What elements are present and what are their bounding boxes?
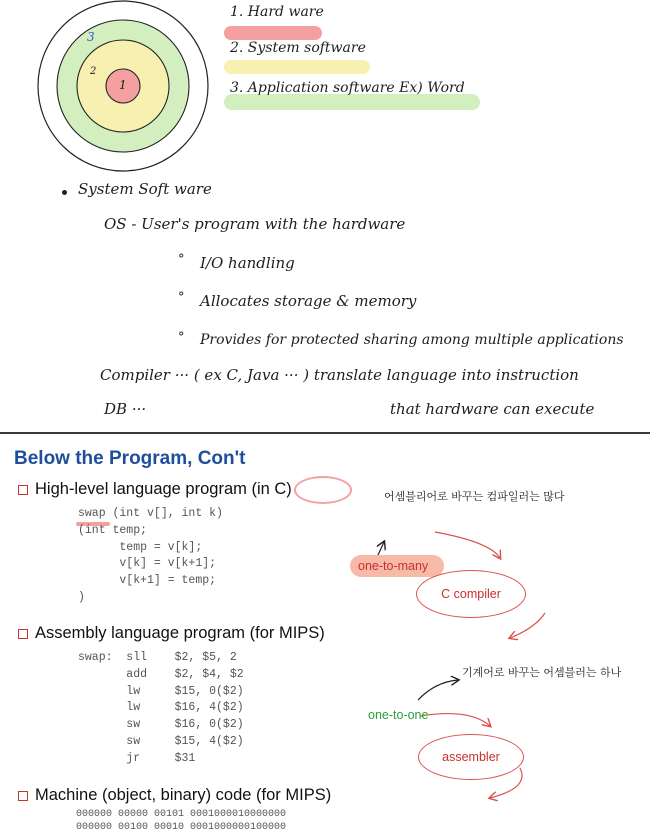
section-divider (0, 432, 650, 434)
highlight-hardware (224, 26, 322, 40)
note-compiler-line: Compiler ··· ( ex C, Java ··· ) translate language into instruction (100, 366, 579, 384)
note-hardware-execute: that hardware can execute (390, 400, 595, 418)
layer-rings-diagram (0, 0, 230, 180)
note-circle-bullet: ° (178, 290, 185, 305)
assembler-label: assembler (442, 750, 500, 764)
ring-label-1: 1 (119, 78, 127, 92)
highlight-system (224, 60, 370, 74)
note-db-line: DB ··· (104, 400, 147, 418)
assembler-node (418, 734, 524, 780)
ring-label-3: 3 (87, 30, 95, 44)
c-code-block: swap (int v[], int k) (int temp; temp = v[k]; v[k] = v[k+1]; v[k+1] = temp; ) (78, 507, 223, 604)
note-io-handling: I/O handling (200, 254, 295, 272)
highlight-application (224, 94, 480, 110)
square-bullet-icon (18, 629, 28, 639)
bullet-high-level-text: High-level language program (in C) (35, 480, 292, 498)
label-one-to-many: one-to-many (358, 559, 429, 573)
korean-note-compilers: 어셈블리어로 바꾸는 컴파일러는 많다 (384, 490, 565, 503)
slide-title: Below the Program, Con't (14, 448, 246, 469)
ring-label-2: 2 (90, 66, 97, 77)
binary-code-block: 000000 00000 00101 0001000010000000 000000 00100 00010 0001000000100000 (76, 809, 287, 833)
bullet-high-level (18, 480, 292, 499)
note-allocates-storage: Allocates storage & memory (200, 292, 417, 310)
bullet-machine-code (18, 786, 331, 805)
note-protected-sharing: Provides for protected sharing among multiple applications (200, 332, 624, 348)
square-bullet-icon (18, 791, 28, 801)
square-bullet-icon (18, 485, 28, 495)
bullet-assembly-text: Assembly language program (for MIPS) (35, 624, 325, 642)
note-system-software: System Soft ware (78, 180, 212, 198)
note-circle-bullet: ° (178, 330, 185, 345)
legend-system-software: 2. System software (230, 40, 366, 56)
korean-note-assembler: 기계어로 바꾸는 어셈블러는 하나 (462, 666, 622, 679)
assembly-code-block: swap: sll $2, $5, 2 add $2, $4, $2 lw $15, 0($2) lw $16, 4($2) sw $16, 0($2) sw $15, 4($2) jr $31 (78, 651, 244, 765)
c-compiler-label: C compiler (441, 587, 501, 601)
note-os-line: OS - User's program with the hardware (104, 215, 406, 233)
c-compiler-node (416, 570, 526, 618)
legend-hardware: 1. Hard ware (230, 4, 324, 20)
label-one-to-one: one-to-one (368, 708, 429, 722)
bullet-dot (62, 190, 67, 195)
legend-application-software: 3. Application software Ex) Word (230, 80, 465, 96)
bullet-machine-code-text: Machine (object, binary) code (for MIPS) (35, 786, 332, 804)
note-circle-bullet: ° (178, 252, 185, 267)
bullet-assembly (18, 624, 325, 643)
